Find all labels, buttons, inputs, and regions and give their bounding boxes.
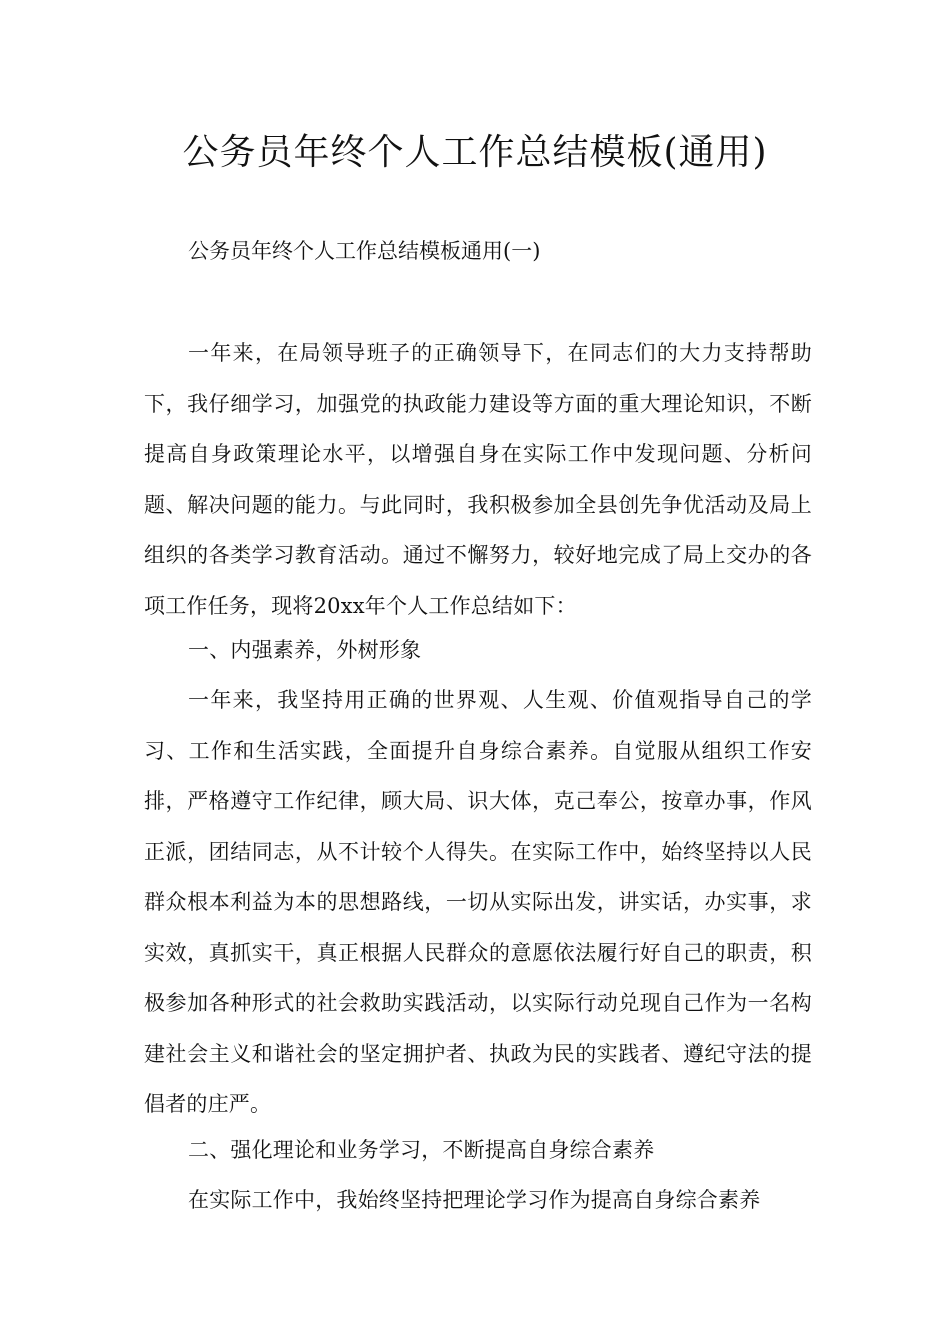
section-heading-1: 一、内强素养，外树形象 xyxy=(188,638,422,662)
paragraph-section-1: 一年来，我坚持用正确的世界观、人生观、价值观指导自己的学习、工作和生活实践，全面提升自身综合素养。自觉服从组织工作安排，严格遵守工作纪律，顾大局、识大体，克己奉公，按章办事，作风正派，团结同志，从不计较个人得失。在实际工作中，始终坚持以人民群众根本利益为本的思想路线，一切从实际出发，讲实话，办实事，求实效，真抓实干，真正根据人民群众的意愿依法履行好自己的职责，积极参加各种形式的社会救助实践活动，以实际行动兑现自己作为一名构建社会主义和谐社会的坚定拥护者、执政为民的实践者、遵纪守法的提倡者的庄严。 xyxy=(144,688,812,1116)
document-subtitle: 公务员年终个人工作总结模板通用(一) xyxy=(188,239,541,263)
section-heading-2: 二、强化理论和业务学习，不断提高自身综合素养 xyxy=(188,1138,655,1162)
paragraph-intro: 一年来，在局领导班子的正确领导下，在同志们的大力支持帮助下，我仔细学习，加强党的执政能力建设等方面的重大理论知识，不断提高自身政策理论水平，以增强自身在实际工作中发现问题、分析问题、解决问题的能力。与此同时，我积极参加全县创先争优活动及局上组织的各类学习教育活动。通过不懈努力，较好地完成了局上交办的各项工作任务，现将20xx年个人工作总结如下： xyxy=(144,341,812,618)
paragraph-section-2: 在实际工作中，我始终坚持把理论学习作为提高自身综合素养 xyxy=(188,1188,761,1212)
document-title: 公务员年终个人工作总结模板(通用) xyxy=(182,132,768,173)
